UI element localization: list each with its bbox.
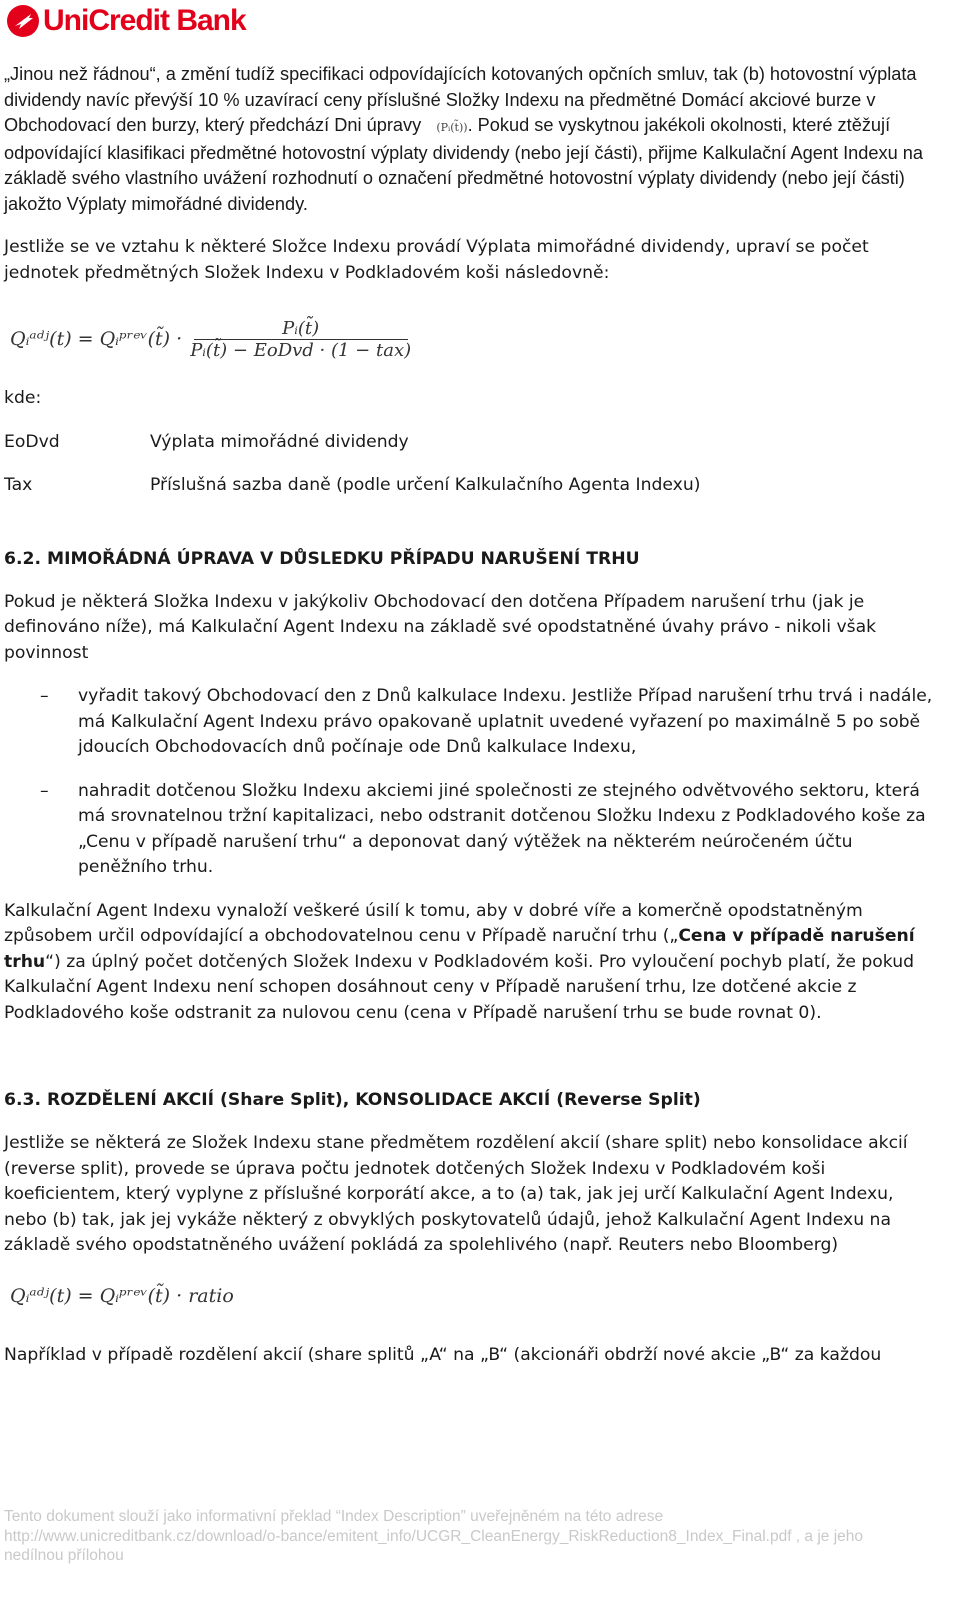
list-item <box>4 684 938 761</box>
section-6-2-intro: Pokud je některá Složka Indexu v jakýkoliv Obchodovací den dotčena Případem narušení trhu (jak je definováno níže), má Kalkulační Agent Indexu na základě své opodstatněné úvahy právo - nikoli však povinnost <box>4 591 877 663</box>
footer-line: nedílnou přílohou <box>4 1547 124 1564</box>
section-6-3-body: Jestliže se některá ze Složek Indexu stane předmětem rozdělení akcií (share split) nebo konsolidace akcií (reverse split), provede se úprava počtu jednotek dotčených Složek Indexu v Podkladovém koši koeficientem, který vyplyne z příslušné korporátí akce, a to (a) tak, jak jej určí Kalkulační Agent Indexu, nebo (b) tak, jak jej vykáže některý z obvyklých poskytovatelů údajů, jehož Kalkulační Agent Indexu na základě svého opodstatněného uvážení pokládá za spolehlivého (např. Reuters nebo Bloomberg) <box>4 1133 908 1255</box>
section-heading-6-2: 6.2. MIMOŘÁDNÁ ÚPRAVA V DŮSLEDKU PŘÍPADU NARUŠENÍ TRHU <box>4 548 640 569</box>
formula1-numerator: Pᵢ(t̃) <box>282 317 320 339</box>
bullet-marker: – <box>40 780 49 801</box>
footer-line: http://www.unicreditbank.cz/download/o-bance/emitent_info/UCGR_CleanEnergy_RiskReduction8_Index_Final.pdf , a je jeho <box>4 1527 864 1545</box>
where-label: kde: <box>4 388 42 408</box>
footer-line: Tento dokument slouží jako informativní překlad “Index Description” uveřejněném na této adrese <box>4 1508 664 1525</box>
definition-row <box>4 473 938 499</box>
definition-desc: Příslušná sazba daně (podle určení Kalkulačního Agenta Indexu) <box>150 475 701 495</box>
logo-text: UniCredit Bank <box>43 4 246 37</box>
bullet-text: nahradit dotčenou Složku Indexu akciemi jiné společnosti ze stejného odvětvového sektoru, která má srovnatelnou tržní kapitalizaci, nebo odstranit dotčenou Složku Indexu z Podkladového koše za „Cenu v případě narušení trhu“ a deponovat daný výtěžek na některém neúročeném účtu peněžního trhu. <box>78 780 926 877</box>
bullet-marker: – <box>40 686 49 706</box>
unicredit-logo <box>6 4 246 38</box>
inline-formula: (Pᵢ(t̃)) <box>436 121 468 134</box>
definition-list <box>4 430 938 499</box>
intro-text-2: . Pokud se vyskytnou jakékoli okolnosti, které ztěžují odpovídající klasifikaci předmětné hotovostní výplaty dividendy (nebo její části), přijme Kalkulační Agent Indexu na základě svého vlastního uvážení rozhodnutí o označení předmětné hotovostní výplaty dividendy (nebo její části) jakožto Výplaty mimořádné dividendy. <box>4 115 923 214</box>
footer-note <box>4 1507 944 1566</box>
unicredit-logo-icon <box>6 4 40 38</box>
definition-row <box>4 430 938 456</box>
closing-text-b: “) za úplný počet dotčených Složek Indexu v Podkladovém koši. Pro vyloučení pochyb platí, že pokud Kalkulační Agent Indexu není schopen dosáhnout ceny v Případě narušení trhu, lze dotčené akcie z Podkladového koše odstranit za nulovou cenu (cena v Případě narušení trhu se bude rovnat 0). <box>4 951 915 1023</box>
definition-term: EoDvd <box>4 431 60 452</box>
definition-term: Tax <box>4 475 33 495</box>
formula1-denominator: Pᵢ(t̃) − EoDvd · (1 − tax) <box>190 339 412 361</box>
definition-desc: Výplata mimořádné dividendy <box>150 431 409 452</box>
formula-ratio <box>10 1279 938 1313</box>
intro-text-1: „Jinou než řádnou“, a změní tudíž specifikaci odpovídajících kotovaných opčních smluv, tak (b) hotovostní výplata dividendy navíc převýší 10 % uzavírací ceny příslušné Složky Indexu na předmětné Domácí akciové burze v Obchodovací den burzy, který předchází Dni úpravy <box>4 64 917 135</box>
extra-dividend-paragraph: Jestliže se ve vztahu k některé Složce Indexu provádí Výplata mimořádné dividendy, upraví se počet jednotek předmětných Složek Indexu v Podkladovém koši následovně: <box>4 237 869 283</box>
section-heading-6-3: 6.3. ROZDĚLENÍ AKCIÍ (Share Split), KONSOLIDACE AKCIÍ (Reverse Split) <box>4 1090 701 1110</box>
intro-paragraph <box>4 62 938 217</box>
list-item <box>4 779 938 881</box>
bullet-text: vyřadit takový Obchodovací den z Dnů kalkulace Indexu. Jestliže Případ narušení trhu trvá i nadále, má Kalkulační Agent Indexu právo opakovaně uplatnit uvedené vyřazení po maximálně 5 po sobě jdoucích Obchodovacích dnů počínaje ode Dnů kalkulace Indexu, <box>78 686 933 757</box>
closing-text-a: Kalkulační Agent Indexu vynaloží veškeré úsilí k tomu, aby v dobré víře a komerčně opodstatněným způsobem určil odpovídající a obchodovatelnou cenu v Případě naruční trhu („ <box>4 900 863 946</box>
formula1-lhs: Qᵢᵃᵈʲ(t) = Qᵢᵖʳᵉᵛ(t̃) · <box>10 328 183 350</box>
bullet-list <box>4 684 938 881</box>
section-6-3-example: Například v případě rozdělení akcií (share splitů „A“ na „B“ (akcionáři obdrží nové akcie „B“ za každou <box>4 1344 882 1365</box>
document-body <box>4 62 938 1368</box>
formula-extra-dividend <box>10 308 938 370</box>
closing-bold-term: Cena v případě narušení trhu <box>4 926 915 972</box>
section-6-2-closing <box>4 899 938 1027</box>
formula2: Qᵢᵃᵈʲ(t) = Qᵢᵖʳᵉᵛ(t̃) · ratio <box>10 1284 234 1307</box>
formula1-fraction <box>190 318 411 361</box>
